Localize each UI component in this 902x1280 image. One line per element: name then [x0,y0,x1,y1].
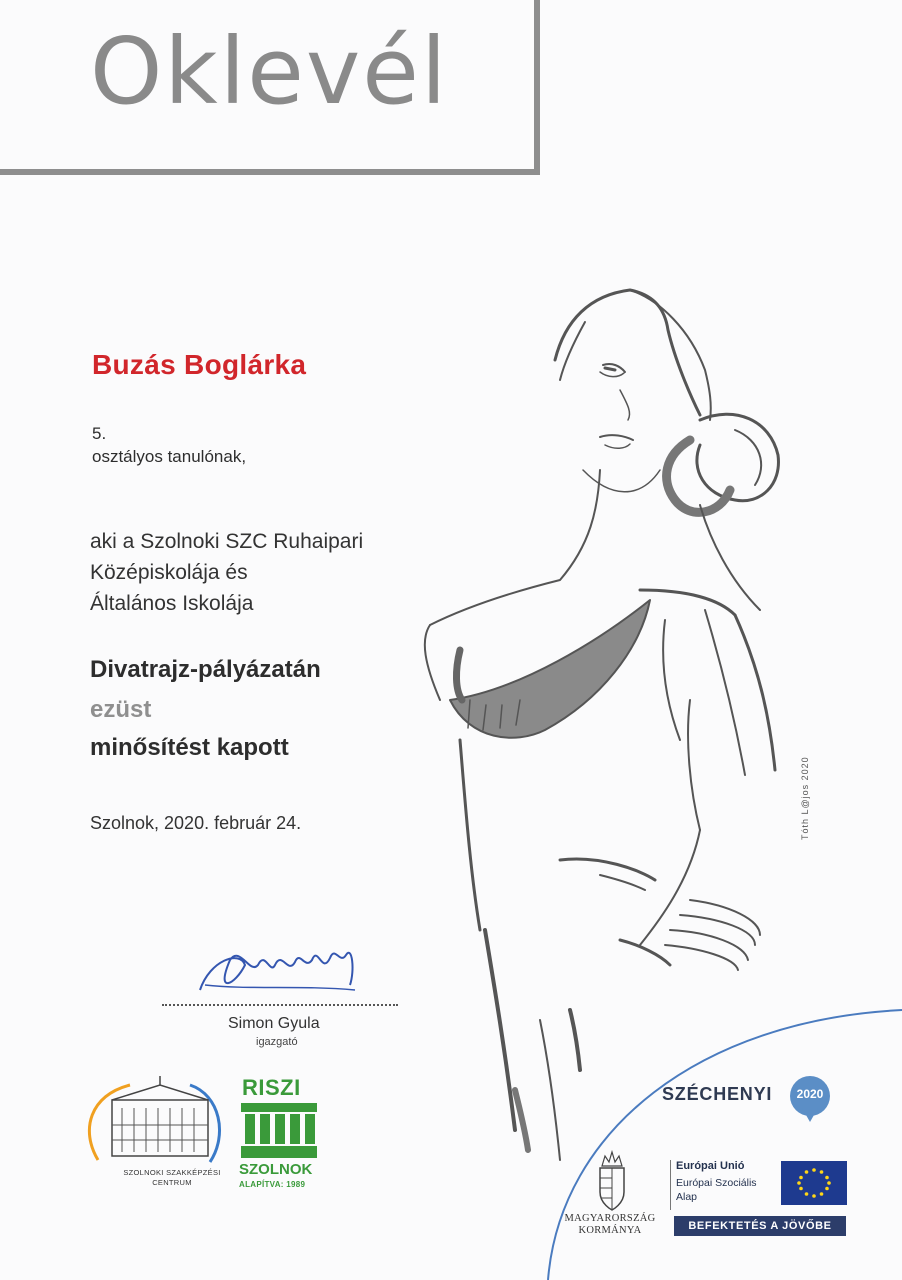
signer-name: Simon Gyula [228,1015,320,1032]
riszi-logo-founded: ALAPÍTVA: 1989 [239,1180,306,1189]
illustration-credit: Tóth L@jos 2020 [800,756,810,840]
szc-text-line: SZOLNOKI SZAKKÉPZÉSI [123,1168,221,1177]
eu-fund-line: Európai Szociális [676,1177,757,1189]
competition-name: Divatrajz-pályázatán [90,656,321,683]
szechenyi-year: 2020 [796,1087,824,1101]
eu-flag-icon [781,1161,847,1205]
eu-stars-icon [781,1161,847,1205]
page-title: Oklevél [90,18,449,125]
befektetes-banner: BEFEKTETÉS A JÖVŐBE [674,1216,846,1236]
riszi-logo-city: SZOLNOK [239,1161,313,1178]
recipient-name: Buzás Boglárka [92,349,307,380]
kormany-line: KORMÁNYA [578,1225,642,1236]
eu-title: Európai Unió [676,1160,745,1172]
kormany-line: MAGYARORSZÁG [564,1213,656,1224]
eu-divider [670,1160,671,1210]
signer-role: igazgató [256,1036,298,1048]
szc-text-line: CENTRUM [152,1178,192,1187]
eu-fund-line: Alap [676,1191,698,1203]
school-line: Középiskolája és [90,561,248,584]
eu-fund-text [676,1176,776,1204]
szechenyi-logo-text: SZÉCHENYI [662,1084,773,1104]
result-text: minősítést kapott [90,734,289,761]
school-line: aki a Szolnoki SZC Ruhaipari [90,530,364,553]
school-line: Általános Iskolája [90,592,254,615]
riszi-logo-title: RISZI [242,1075,301,1100]
grade-number: 5. [92,424,107,443]
issue-date: Szolnok, 2020. február 24. [90,813,302,833]
government-logo-text [562,1213,658,1237]
grade-text: osztályos tanulónak, [92,447,247,466]
award-level: ezüst [90,696,152,723]
